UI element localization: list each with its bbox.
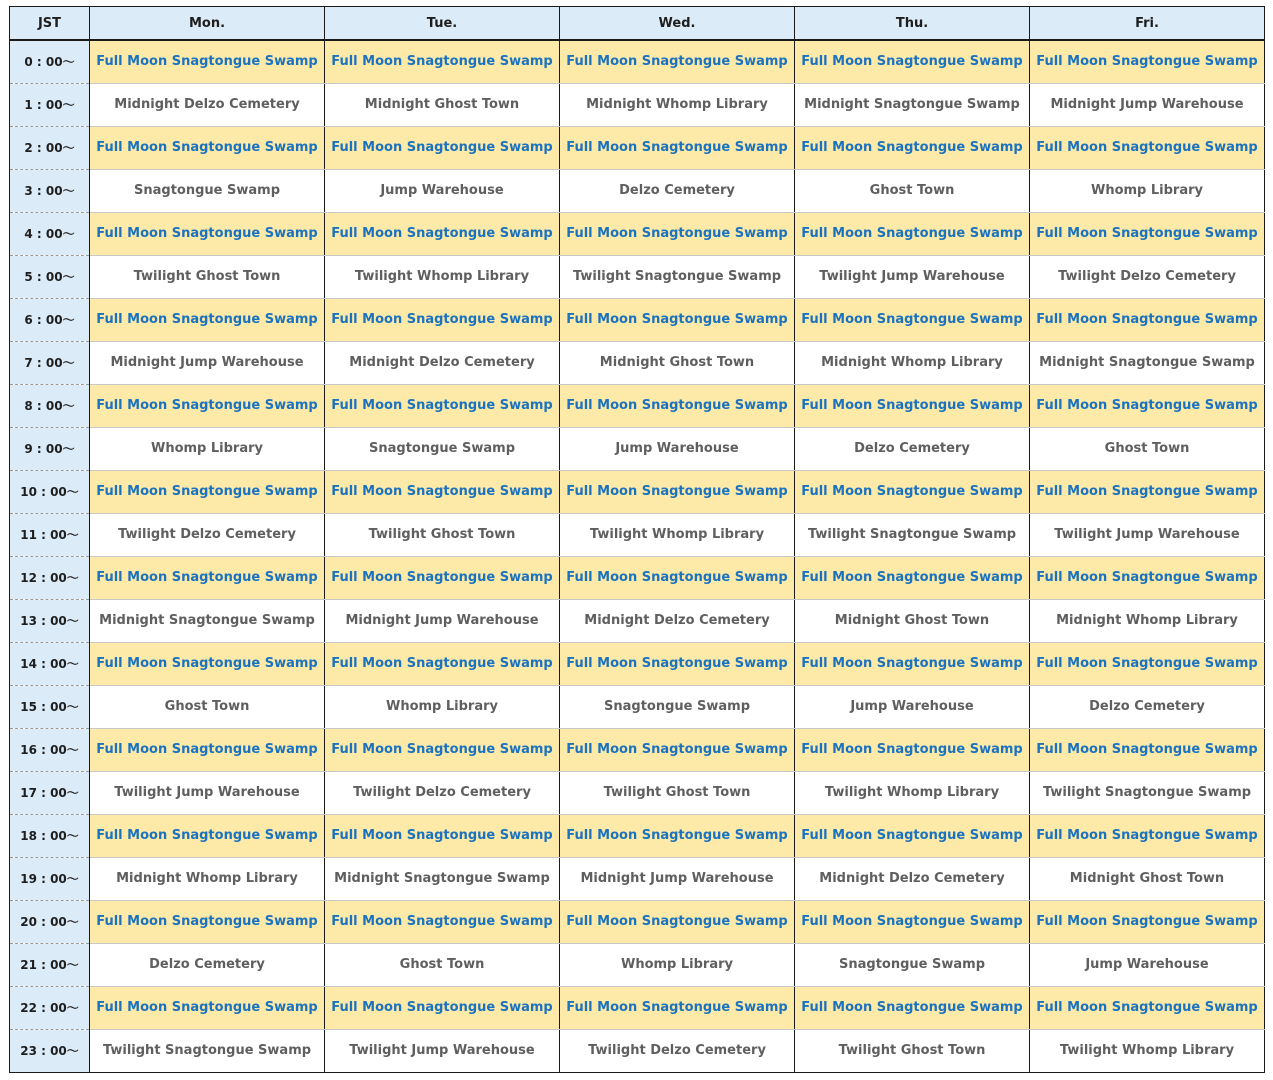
stage-cell: Delzo Cemetery bbox=[795, 427, 1030, 470]
stage-cell: Jump Warehouse bbox=[560, 427, 795, 470]
schedule-row bbox=[10, 943, 1265, 986]
schedule-row bbox=[10, 556, 1265, 599]
stage-cell: Full Moon Snagtongue Swamp bbox=[560, 212, 795, 255]
time-cell: 10 : 00～ bbox=[10, 470, 90, 513]
time-cell: 9 : 00～ bbox=[10, 427, 90, 470]
stage-cell: Ghost Town bbox=[90, 685, 325, 728]
time-cell: 13 : 00～ bbox=[10, 599, 90, 642]
stage-cell: Midnight Snagtongue Swamp bbox=[1030, 341, 1265, 384]
time-cell: 11 : 00～ bbox=[10, 513, 90, 556]
schedule-row bbox=[10, 255, 1265, 298]
time-cell: 15 : 00～ bbox=[10, 685, 90, 728]
time-cell: 17 : 00～ bbox=[10, 771, 90, 814]
stage-cell: Snagtongue Swamp bbox=[90, 169, 325, 212]
stage-cell: Full Moon Snagtongue Swamp bbox=[560, 40, 795, 83]
stage-cell: Twilight Ghost Town bbox=[560, 771, 795, 814]
stage-cell: Midnight Delzo Cemetery bbox=[795, 857, 1030, 900]
schedule-wrapper bbox=[9, 6, 1265, 1073]
schedule-row bbox=[10, 341, 1265, 384]
stage-cell: Twilight Jump Warehouse bbox=[325, 1029, 560, 1072]
stage-cell: Ghost Town bbox=[795, 169, 1030, 212]
schedule-row bbox=[10, 470, 1265, 513]
stage-cell: Midnight Delzo Cemetery bbox=[90, 83, 325, 126]
stage-cell: Full Moon Snagtongue Swamp bbox=[325, 470, 560, 513]
stage-cell: Twilight Whomp Library bbox=[795, 771, 1030, 814]
stage-cell: Full Moon Snagtongue Swamp bbox=[90, 814, 325, 857]
stage-cell: Twilight Whomp Library bbox=[560, 513, 795, 556]
stage-cell: Snagtongue Swamp bbox=[560, 685, 795, 728]
time-cell: 20 : 00～ bbox=[10, 900, 90, 943]
schedule-row bbox=[10, 728, 1265, 771]
stage-cell: Full Moon Snagtongue Swamp bbox=[90, 298, 325, 341]
stage-cell: Snagtongue Swamp bbox=[325, 427, 560, 470]
time-cell: 16 : 00～ bbox=[10, 728, 90, 771]
stage-cell: Full Moon Snagtongue Swamp bbox=[90, 728, 325, 771]
schedule-table bbox=[9, 6, 1265, 1073]
stage-cell: Midnight Whomp Library bbox=[795, 341, 1030, 384]
stage-cell: Delzo Cemetery bbox=[560, 169, 795, 212]
stage-cell: Full Moon Snagtongue Swamp bbox=[560, 986, 795, 1029]
stage-cell: Full Moon Snagtongue Swamp bbox=[795, 986, 1030, 1029]
stage-cell: Full Moon Snagtongue Swamp bbox=[325, 212, 560, 255]
stage-cell: Full Moon Snagtongue Swamp bbox=[795, 126, 1030, 169]
stage-cell: Whomp Library bbox=[90, 427, 325, 470]
stage-cell: Twilight Delzo Cemetery bbox=[325, 771, 560, 814]
stage-cell: Full Moon Snagtongue Swamp bbox=[795, 384, 1030, 427]
stage-cell: Full Moon Snagtongue Swamp bbox=[795, 814, 1030, 857]
stage-cell: Full Moon Snagtongue Swamp bbox=[90, 212, 325, 255]
stage-cell: Midnight Snagtongue Swamp bbox=[90, 599, 325, 642]
stage-cell: Full Moon Snagtongue Swamp bbox=[325, 40, 560, 83]
time-cell: 6 : 00～ bbox=[10, 298, 90, 341]
stage-cell: Full Moon Snagtongue Swamp bbox=[795, 556, 1030, 599]
schedule-header bbox=[10, 7, 1265, 41]
stage-cell: Twilight Ghost Town bbox=[90, 255, 325, 298]
stage-cell: Midnight Snagtongue Swamp bbox=[795, 83, 1030, 126]
time-cell: 8 : 00～ bbox=[10, 384, 90, 427]
schedule-row bbox=[10, 384, 1265, 427]
stage-cell: Full Moon Snagtongue Swamp bbox=[1030, 126, 1265, 169]
time-cell: 0 : 00～ bbox=[10, 40, 90, 83]
schedule-row bbox=[10, 427, 1265, 470]
stage-cell: Full Moon Snagtongue Swamp bbox=[325, 556, 560, 599]
stage-cell: Full Moon Snagtongue Swamp bbox=[90, 40, 325, 83]
stage-cell: Full Moon Snagtongue Swamp bbox=[560, 556, 795, 599]
stage-cell: Midnight Ghost Town bbox=[325, 83, 560, 126]
stage-cell: Snagtongue Swamp bbox=[795, 943, 1030, 986]
schedule-row bbox=[10, 599, 1265, 642]
stage-cell: Full Moon Snagtongue Swamp bbox=[560, 126, 795, 169]
time-cell: 18 : 00～ bbox=[10, 814, 90, 857]
schedule-row bbox=[10, 986, 1265, 1029]
stage-cell: Full Moon Snagtongue Swamp bbox=[1030, 298, 1265, 341]
stage-cell: Midnight Ghost Town bbox=[560, 341, 795, 384]
stage-cell: Twilight Delzo Cemetery bbox=[560, 1029, 795, 1072]
stage-cell: Full Moon Snagtongue Swamp bbox=[1030, 212, 1265, 255]
stage-cell: Full Moon Snagtongue Swamp bbox=[795, 212, 1030, 255]
stage-cell: Full Moon Snagtongue Swamp bbox=[1030, 900, 1265, 943]
stage-cell: Midnight Snagtongue Swamp bbox=[325, 857, 560, 900]
stage-cell: Full Moon Snagtongue Swamp bbox=[560, 728, 795, 771]
stage-cell: Midnight Ghost Town bbox=[795, 599, 1030, 642]
stage-cell: Whomp Library bbox=[325, 685, 560, 728]
stage-cell: Twilight Snagtongue Swamp bbox=[1030, 771, 1265, 814]
stage-cell: Twilight Whomp Library bbox=[325, 255, 560, 298]
stage-cell: Full Moon Snagtongue Swamp bbox=[1030, 642, 1265, 685]
time-cell: 1 : 00～ bbox=[10, 83, 90, 126]
schedule-row bbox=[10, 298, 1265, 341]
stage-cell: Full Moon Snagtongue Swamp bbox=[795, 900, 1030, 943]
stage-cell: Twilight Snagtongue Swamp bbox=[90, 1029, 325, 1072]
stage-cell: Jump Warehouse bbox=[325, 169, 560, 212]
time-cell: 5 : 00～ bbox=[10, 255, 90, 298]
time-cell: 2 : 00～ bbox=[10, 126, 90, 169]
stage-cell: Full Moon Snagtongue Swamp bbox=[325, 126, 560, 169]
schedule-row bbox=[10, 685, 1265, 728]
header-jst: JST bbox=[10, 7, 90, 41]
stage-cell: Full Moon Snagtongue Swamp bbox=[90, 384, 325, 427]
stage-cell: Full Moon Snagtongue Swamp bbox=[1030, 728, 1265, 771]
time-cell: 14 : 00～ bbox=[10, 642, 90, 685]
stage-cell: Full Moon Snagtongue Swamp bbox=[325, 986, 560, 1029]
stage-cell: Full Moon Snagtongue Swamp bbox=[795, 470, 1030, 513]
stage-cell: Full Moon Snagtongue Swamp bbox=[1030, 384, 1265, 427]
stage-cell: Midnight Delzo Cemetery bbox=[325, 341, 560, 384]
schedule-row bbox=[10, 642, 1265, 685]
stage-cell: Midnight Whomp Library bbox=[1030, 599, 1265, 642]
time-cell: 23 : 00～ bbox=[10, 1029, 90, 1072]
stage-cell: Twilight Ghost Town bbox=[795, 1029, 1030, 1072]
stage-cell: Twilight Delzo Cemetery bbox=[90, 513, 325, 556]
header-wednesday: Wed. bbox=[560, 7, 795, 41]
header-row bbox=[10, 7, 1265, 41]
schedule-row bbox=[10, 83, 1265, 126]
stage-cell: Whomp Library bbox=[1030, 169, 1265, 212]
stage-cell: Twilight Delzo Cemetery bbox=[1030, 255, 1265, 298]
stage-cell: Midnight Whomp Library bbox=[90, 857, 325, 900]
stage-cell: Full Moon Snagtongue Swamp bbox=[325, 728, 560, 771]
stage-cell: Midnight Whomp Library bbox=[560, 83, 795, 126]
stage-cell: Ghost Town bbox=[325, 943, 560, 986]
stage-cell: Full Moon Snagtongue Swamp bbox=[90, 556, 325, 599]
schedule-row bbox=[10, 814, 1265, 857]
stage-cell: Full Moon Snagtongue Swamp bbox=[325, 298, 560, 341]
header-thursday: Thu. bbox=[795, 7, 1030, 41]
stage-cell: Full Moon Snagtongue Swamp bbox=[325, 900, 560, 943]
stage-cell: Midnight Jump Warehouse bbox=[560, 857, 795, 900]
header-tuesday: Tue. bbox=[325, 7, 560, 41]
schedule-row bbox=[10, 126, 1265, 169]
stage-cell: Full Moon Snagtongue Swamp bbox=[1030, 814, 1265, 857]
stage-cell: Full Moon Snagtongue Swamp bbox=[1030, 556, 1265, 599]
schedule-row bbox=[10, 212, 1265, 255]
stage-cell: Full Moon Snagtongue Swamp bbox=[795, 642, 1030, 685]
time-cell: 21 : 00～ bbox=[10, 943, 90, 986]
stage-cell: Full Moon Snagtongue Swamp bbox=[325, 642, 560, 685]
stage-cell: Ghost Town bbox=[1030, 427, 1265, 470]
stage-cell: Midnight Jump Warehouse bbox=[325, 599, 560, 642]
stage-cell: Full Moon Snagtongue Swamp bbox=[1030, 470, 1265, 513]
time-cell: 19 : 00～ bbox=[10, 857, 90, 900]
stage-cell: Delzo Cemetery bbox=[1030, 685, 1265, 728]
stage-cell: Full Moon Snagtongue Swamp bbox=[1030, 986, 1265, 1029]
schedule-row bbox=[10, 1029, 1265, 1072]
stage-cell: Full Moon Snagtongue Swamp bbox=[90, 986, 325, 1029]
time-cell: 4 : 00～ bbox=[10, 212, 90, 255]
stage-cell: Full Moon Snagtongue Swamp bbox=[560, 642, 795, 685]
stage-cell: Midnight Delzo Cemetery bbox=[560, 599, 795, 642]
stage-cell: Full Moon Snagtongue Swamp bbox=[90, 642, 325, 685]
stage-cell: Full Moon Snagtongue Swamp bbox=[560, 384, 795, 427]
time-cell: 12 : 00～ bbox=[10, 556, 90, 599]
stage-cell: Full Moon Snagtongue Swamp bbox=[795, 40, 1030, 83]
stage-cell: Twilight Ghost Town bbox=[325, 513, 560, 556]
schedule-body bbox=[10, 40, 1265, 1072]
time-cell: 7 : 00～ bbox=[10, 341, 90, 384]
stage-cell: Midnight Jump Warehouse bbox=[1030, 83, 1265, 126]
schedule-row bbox=[10, 857, 1265, 900]
time-cell: 3 : 00～ bbox=[10, 169, 90, 212]
stage-cell: Full Moon Snagtongue Swamp bbox=[795, 298, 1030, 341]
stage-cell: Twilight Whomp Library bbox=[1030, 1029, 1265, 1072]
stage-cell: Delzo Cemetery bbox=[90, 943, 325, 986]
stage-cell: Midnight Ghost Town bbox=[1030, 857, 1265, 900]
stage-cell: Midnight Jump Warehouse bbox=[90, 341, 325, 384]
stage-cell: Twilight Jump Warehouse bbox=[1030, 513, 1265, 556]
stage-cell: Twilight Snagtongue Swamp bbox=[560, 255, 795, 298]
schedule-row bbox=[10, 169, 1265, 212]
stage-cell: Full Moon Snagtongue Swamp bbox=[560, 298, 795, 341]
schedule-row bbox=[10, 40, 1265, 83]
stage-cell: Full Moon Snagtongue Swamp bbox=[560, 814, 795, 857]
stage-cell: Full Moon Snagtongue Swamp bbox=[90, 126, 325, 169]
stage-cell: Full Moon Snagtongue Swamp bbox=[1030, 40, 1265, 83]
stage-cell: Full Moon Snagtongue Swamp bbox=[560, 900, 795, 943]
stage-cell: Full Moon Snagtongue Swamp bbox=[325, 384, 560, 427]
stage-cell: Jump Warehouse bbox=[795, 685, 1030, 728]
schedule-row bbox=[10, 900, 1265, 943]
schedule-row bbox=[10, 771, 1265, 814]
stage-cell: Whomp Library bbox=[560, 943, 795, 986]
time-cell: 22 : 00～ bbox=[10, 986, 90, 1029]
stage-cell: Twilight Snagtongue Swamp bbox=[795, 513, 1030, 556]
stage-cell: Full Moon Snagtongue Swamp bbox=[795, 728, 1030, 771]
header-monday: Mon. bbox=[90, 7, 325, 41]
stage-cell: Full Moon Snagtongue Swamp bbox=[90, 470, 325, 513]
stage-cell: Twilight Jump Warehouse bbox=[90, 771, 325, 814]
stage-cell: Twilight Jump Warehouse bbox=[795, 255, 1030, 298]
schedule-row bbox=[10, 513, 1265, 556]
stage-cell: Full Moon Snagtongue Swamp bbox=[325, 814, 560, 857]
stage-cell: Full Moon Snagtongue Swamp bbox=[560, 470, 795, 513]
stage-cell: Full Moon Snagtongue Swamp bbox=[90, 900, 325, 943]
header-friday: Fri. bbox=[1030, 7, 1265, 41]
stage-cell: Jump Warehouse bbox=[1030, 943, 1265, 986]
